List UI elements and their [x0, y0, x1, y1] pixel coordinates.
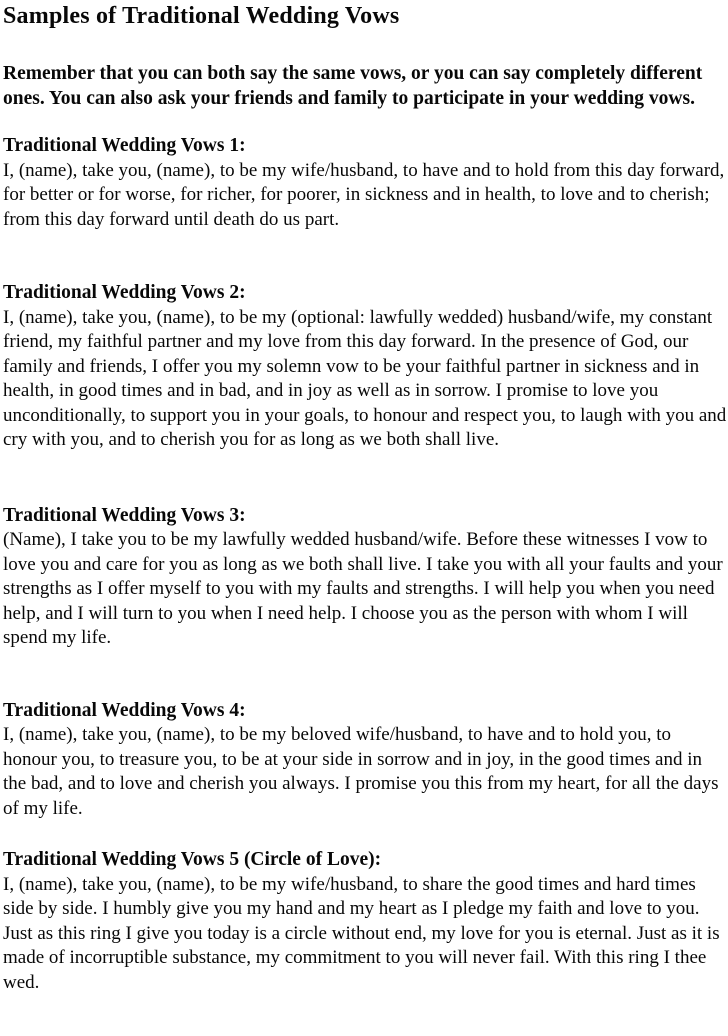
- vow-section-4-heading: Traditional Wedding Vows 4:: [3, 699, 246, 721]
- intro-paragraph: Remember that you can both say the same vows, or you can say completely different ones. You can also ask your friends and family to participate in your wedding vows.: [3, 63, 703, 109]
- vow-section-5-body: I, (name), take you, (name), to be my wife/husband, to share the good times and hard times side by side. I humbly give you my hand and my heart as I pledge my faith and love to you. Just as this ring I give you today is a circle without end, my love for you is eternal. Just as it is made of incorruptible substance, my commitment to you will never fail. With this ring I thee wed.: [3, 873, 720, 993]
- vow-section-2-heading: Traditional Wedding Vows 2:: [3, 282, 246, 303]
- vow-section-2: [3, 281, 727, 453]
- vow-section-1: [3, 134, 727, 232]
- vow-section-5-heading: Traditional Wedding Vows 5 (Circle of Love):: [3, 849, 382, 870]
- vow-section-1-heading: Traditional Wedding Vows 1:: [3, 135, 246, 156]
- vow-section-2-body: I, (name), take you, (name), to be my (optional: lawfully wedded) husband/wife, my constant friend, my faithful partner and my love from this day forward. In the presence of God, our family and friends, I offer you my solemn vow to be your faithful partner in sickness and in health, in good times and in bad, and in joy as well as in sorrow. I promise to love you unconditionally, to support you in your goals, to honour and respect you, to laugh with you and cry with you, and to cherish you for as long as we both shall live.: [3, 306, 727, 450]
- page-title: Samples of Traditional Wedding Vows: [3, 3, 400, 29]
- vow-section-4: [3, 699, 727, 822]
- vow-section-1-body: I, (name), take you, (name), to be my wife/husband, to have and to hold from this day forward, for better or for worse, for richer, for poorer, in sickness and in health, to love and to cherish; from this day forward until death do us part.: [3, 159, 725, 230]
- vow-section-4-body: I, (name), take you, (name), to be my beloved wife/husband, to have and to hold you, to honour you, to treasure you, to be at your side in sorrow and in joy, in the good times and in the bad, and to love and cherish you always. I promise you this from my heart, for all the days of my life.: [3, 724, 719, 819]
- vow-section-3: [3, 504, 727, 651]
- vow-section-3-heading: Traditional Wedding Vows 3:: [3, 504, 246, 526]
- vow-section-5: [3, 848, 727, 995]
- vow-section-3-body: (Name), I take you to be my lawfully wedded husband/wife. Before these witnesses I vow to love you and care for you as long as we both shall live. I take you with all your faults and your strengths as I offer myself to you with my faults and strengths. I will help you when you need help, and I will turn to you when I need help. I choose you as the person with whom I will spend my life.: [3, 529, 723, 648]
